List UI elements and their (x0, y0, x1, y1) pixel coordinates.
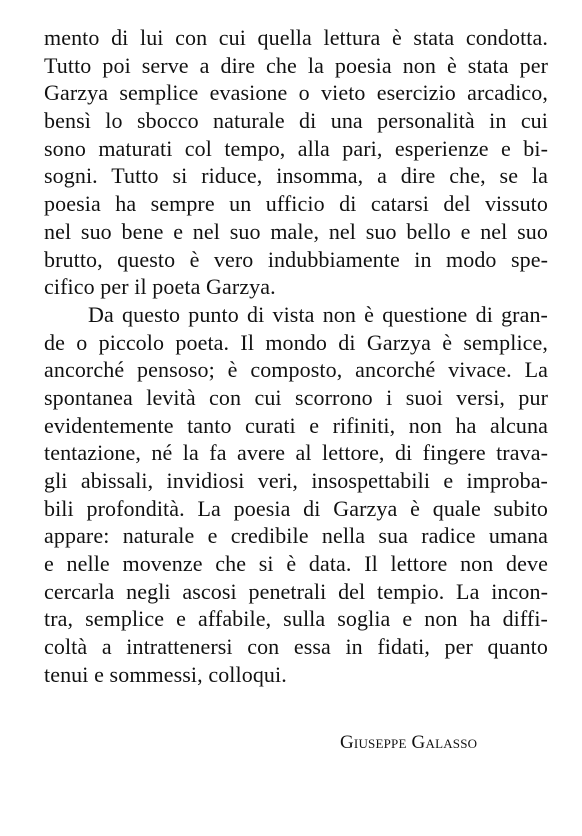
text-line: sono maturati col tempo, alla pari, esperienze e bi- (44, 135, 548, 161)
text-line: spontanea levità con cui scorrono i suoi versi, pur (44, 384, 548, 410)
text-line: mento di lui con cui quella lettura è stata condotta. (44, 25, 548, 50)
text-line: brutto, questo è vero indubbiamente in modo spe- (44, 246, 548, 272)
text-line: gli abissali, invidiosi veri, insospettabili e improba- (44, 468, 548, 493)
text-line: bili profondità. La poesia di Garzya è quale subito (44, 495, 548, 521)
text-line: bensì lo sbocco naturale di una personalità in cui (44, 108, 548, 134)
text-line: Garzya semplice evasione o vieto esercizio arcadico, (44, 80, 548, 106)
text-line: de o piccolo poeta. Il mondo di Garzya è semplice, (44, 329, 548, 355)
text-line: tra, semplice e affabile, sulla soglia e non ha diffi- (44, 606, 548, 632)
text-line: Tutto poi serve a dire che la poesia non è stata per (44, 52, 548, 78)
text-line: sogni. Tutto si riduce, insomma, a dire che, se la (44, 163, 548, 189)
paragraph-1 (44, 24, 548, 301)
body-text (44, 24, 548, 689)
author-signature: Giuseppe Galasso (340, 732, 478, 753)
text-line: tentazione, né la fa avere al lettore, di fingere trava- (44, 440, 548, 466)
text-line: tenui e sommessi, colloqui. (44, 661, 287, 687)
text-line: evidentemente tanto curati e rifiniti, non ha alcuna (44, 412, 548, 438)
text-line: coltà a intrattenersi con essa in fidati, per quanto (44, 634, 548, 660)
text-line: cifico per il poeta Garzya. (44, 274, 276, 300)
paragraph-2 (44, 301, 548, 689)
text-line: cercarla negli ascosi penetrali del tempio. La incon- (44, 578, 548, 604)
text-line: nel suo bene e nel suo male, nel suo bello e nel suo (44, 218, 548, 244)
text-line: Da questo punto di vista non è questione di gran- (88, 301, 548, 327)
text-line: appare: naturale e credibile nella sua radice umana (44, 523, 548, 549)
text-line: ancorché pensoso; è composto, ancorché vivace. La (44, 357, 548, 383)
text-line: poesia ha sempre un ufficio di catarsi del vissuto (44, 191, 548, 217)
text-line: e nelle movenze che si è data. Il lettore non deve (44, 551, 548, 577)
